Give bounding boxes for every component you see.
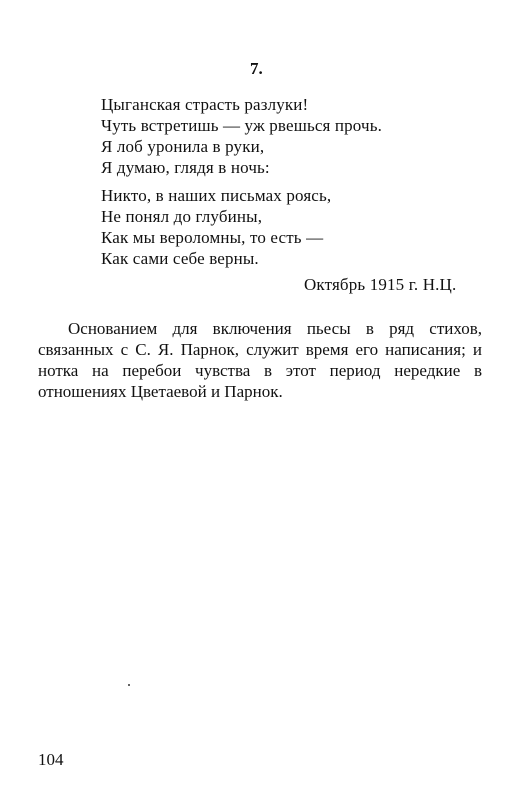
poem-line: Никто, в наших письмах роясь,	[101, 186, 332, 205]
commentary-paragraph: Основанием для включения пьесы в ряд стихов, связанных с С. Я. Парнок, служит время его написания; и нотка на перебои чувства в этот период нередкие в отношениях Цветаевой и Парнок.	[38, 319, 482, 401]
poem-stanza-2	[101, 185, 441, 269]
poem-line: Я лоб уронила в руки,	[101, 137, 265, 156]
poem-number: 7.	[250, 59, 263, 78]
page-number: 104	[38, 750, 64, 769]
poem-line: Я думаю, глядя в ночь:	[101, 158, 270, 177]
poem-line: Как мы вероломны, то есть —	[101, 228, 324, 247]
poem-date-signature: Октябрь 1915 г. Н.Ц.	[304, 275, 457, 294]
poem-line: Чуть встретишь — уж рвешься прочь.	[101, 116, 383, 135]
poem-line: Цыганская страсть разлуки!	[101, 95, 309, 114]
print-speck	[128, 684, 130, 686]
poem-line: Как сами себе верны.	[101, 249, 259, 268]
poem-line: Не понял до глубины,	[101, 207, 263, 226]
poem-stanza-1	[101, 94, 441, 178]
